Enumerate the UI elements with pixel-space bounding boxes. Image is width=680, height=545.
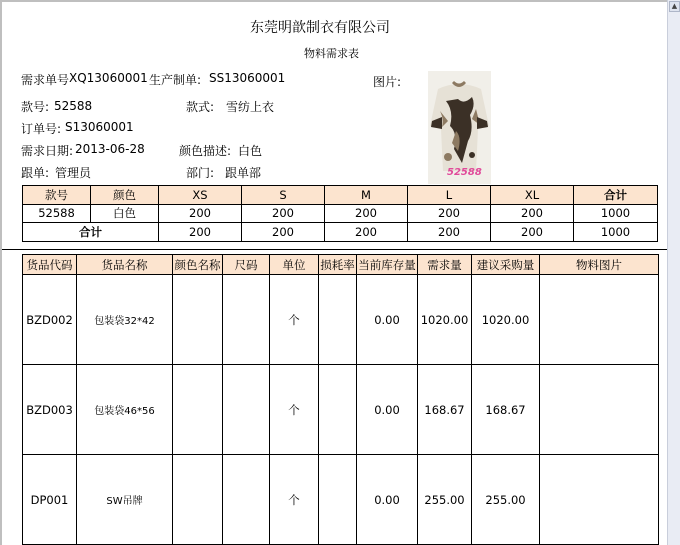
cell-loss: [319, 275, 357, 365]
cell-suggest: 168.67: [472, 365, 540, 455]
cell-l: 200: [408, 204, 491, 223]
cell-stock: 0.00: [357, 365, 418, 455]
order-no-value: S13060001: [65, 120, 134, 134]
cell-name: SW吊牌: [77, 455, 173, 545]
cell-loss: [319, 455, 357, 545]
col-color: 颜色: [91, 186, 159, 205]
cell-total: 1000: [574, 204, 658, 223]
req-no-label: 需求单号: [21, 73, 70, 87]
col-stock: 当前库存量: [357, 255, 418, 275]
photo-caption: 52588: [447, 167, 482, 178]
col-material-image: 物料图片: [540, 255, 659, 275]
cell-m: 200: [325, 204, 408, 223]
col-s: S: [242, 186, 325, 205]
cell-s: 200: [242, 204, 325, 223]
dept-label: 部门:: [186, 166, 215, 180]
cell-suggest: 1020.00: [472, 275, 540, 365]
cell-image: [540, 365, 659, 455]
follower-label: 跟单:: [21, 166, 50, 180]
cell-color-name: [173, 275, 223, 365]
order-no-label: 订单号:: [21, 122, 62, 136]
cell-name: 包装袋32*42: [77, 275, 173, 365]
follower-value: 管理员: [55, 166, 92, 180]
col-color-name: 颜色名称: [173, 255, 223, 275]
col-loss-rate: 损耗率: [319, 255, 357, 275]
cell-color: 白色: [91, 204, 159, 223]
style-label: 款式:: [186, 100, 215, 114]
total-xl: 200: [491, 223, 574, 242]
scroll-up-arrow-icon[interactable]: ▲: [669, 1, 680, 12]
req-no-value: XQ13060001: [69, 71, 148, 85]
cell-stock: 0.00: [357, 455, 418, 545]
cell-size: [223, 455, 270, 545]
cell-stock: 0.00: [357, 275, 418, 365]
cell-size: [223, 365, 270, 455]
total-l: 200: [408, 223, 491, 242]
color-desc-value: 白色: [238, 144, 263, 158]
col-total: 合计: [574, 186, 658, 205]
table-row: [23, 275, 659, 365]
total-row: [23, 223, 658, 242]
material-table: [22, 254, 659, 545]
style-value: 雪纺上衣: [226, 100, 275, 114]
prod-no-label: 生产制单:: [149, 73, 202, 87]
col-xs: XS: [159, 186, 242, 205]
cell-unit: 个: [270, 455, 319, 545]
cell-code: BZD003: [23, 365, 77, 455]
cell-color-name: [173, 365, 223, 455]
cell-color-name: [173, 455, 223, 545]
col-suggest: 建议采购量: [472, 255, 540, 275]
cell-image: [540, 275, 659, 365]
cell-suggest: 255.00: [472, 455, 540, 545]
cell-unit: 个: [270, 365, 319, 455]
product-photo: [428, 71, 491, 184]
col-item-name: 货品名称: [77, 255, 173, 275]
col-style-no: 款号: [23, 186, 91, 205]
total-label: 合计: [23, 223, 159, 242]
company-name: 东莞明歆制衣有限公司: [250, 20, 390, 36]
cell-name: 包装袋46*56: [77, 365, 173, 455]
style-no-label: 款号:: [21, 100, 50, 114]
cell-code: DP001: [23, 455, 77, 545]
col-l: L: [408, 186, 491, 205]
cell-loss: [319, 365, 357, 455]
color-desc-label: 颜色描述:: [179, 144, 232, 158]
cell-image: [540, 455, 659, 545]
cell-need: 1020.00: [418, 275, 472, 365]
table-row: [23, 365, 659, 455]
total-xs: 200: [159, 223, 242, 242]
dept-value: 跟单部: [225, 166, 262, 180]
cell-unit: 个: [270, 275, 319, 365]
total-s: 200: [242, 223, 325, 242]
col-m: M: [325, 186, 408, 205]
total-m: 200: [325, 223, 408, 242]
table-row: [23, 204, 658, 223]
vertical-scrollbar[interactable]: [667, 0, 680, 545]
req-date-label: 需求日期:: [21, 144, 74, 158]
col-size: 尺码: [223, 255, 270, 275]
col-xl: XL: [491, 186, 574, 205]
table-row: [23, 455, 659, 545]
report-title: 物料需求表: [304, 47, 359, 60]
col-unit: 单位: [270, 255, 319, 275]
prod-no-value: SS13060001: [209, 71, 286, 85]
cell-need: 168.67: [418, 365, 472, 455]
col-need: 需求量: [418, 255, 472, 275]
section-divider: [2, 249, 667, 250]
cell-code: BZD002: [23, 275, 77, 365]
cell-style-no: 52588: [23, 204, 91, 223]
total-all: 1000: [574, 223, 658, 242]
cell-xs: 200: [159, 204, 242, 223]
req-date-value: 2013-06-28: [75, 142, 145, 156]
picture-label: 图片:: [373, 75, 402, 89]
cell-xl: 200: [491, 204, 574, 223]
col-item-code: 货品代码: [23, 255, 77, 275]
cell-need: 255.00: [418, 455, 472, 545]
style-no-value: 52588: [54, 99, 93, 113]
size-breakdown-table: [22, 185, 658, 242]
cell-size: [223, 275, 270, 365]
